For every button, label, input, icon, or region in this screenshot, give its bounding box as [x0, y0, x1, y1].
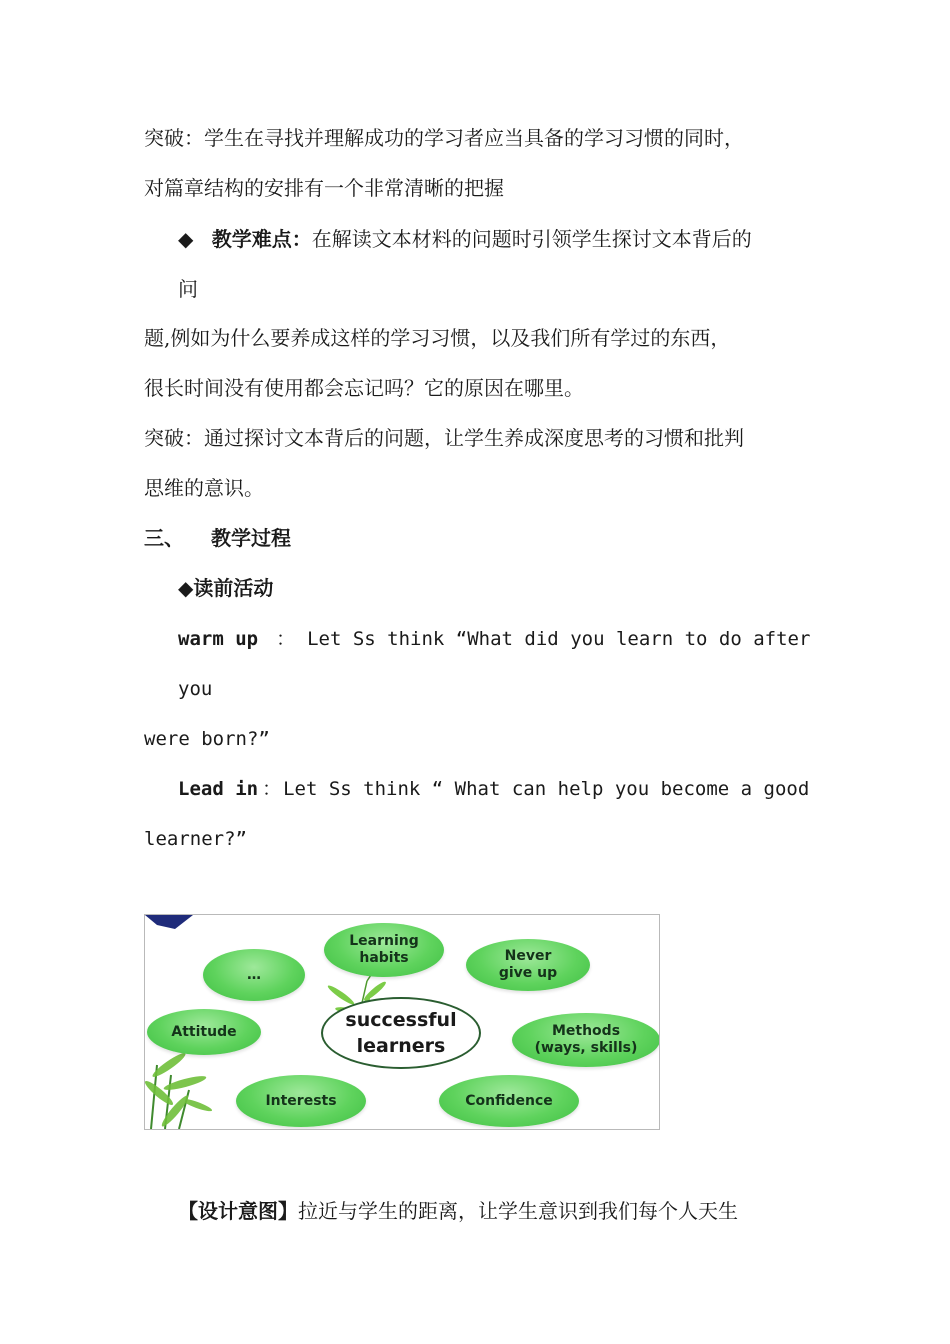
diamond-bullet-icon: ◆: [178, 227, 194, 251]
paragraph-text: 对篇章结构的安排有一个非常清晰的把握: [144, 176, 504, 200]
paragraph-text: 问: [178, 277, 198, 301]
bubble-never-give-up: Never give up: [466, 939, 590, 991]
bubble-confidence: Confidence: [439, 1075, 579, 1127]
warmup-line: [178, 625, 811, 653]
text-line: [178, 275, 198, 303]
bubble-interests: Interests: [236, 1075, 366, 1127]
text-line: [144, 174, 504, 202]
subsection-heading: [178, 574, 273, 602]
bubble-ellipsis: …: [203, 949, 305, 1001]
text-line: [144, 124, 806, 152]
bubble-attitude: Attitude: [147, 1009, 261, 1055]
leadin-line: [178, 775, 810, 803]
leadin-label: Lead in: [178, 778, 259, 800]
paragraph-text: 思维的意识。: [144, 476, 264, 500]
paragraph-text: 在解读文本材料的问题时引领学生探讨文本背后的: [311, 227, 752, 251]
section-heading: [144, 524, 291, 552]
bubble-learning-habits: Learning habits: [324, 923, 444, 977]
text-line: [144, 374, 584, 402]
paragraph-text: 很长时间没有使用都会忘记吗？它的原因在哪里。: [144, 376, 584, 400]
leadin-colon: ：: [262, 778, 282, 800]
warmup-text: Let Ss think “What did you learn to do after: [307, 628, 811, 650]
section-number: 三、: [144, 526, 184, 550]
difficulty-heading-line: [178, 225, 806, 253]
text-line: [178, 675, 212, 703]
leadin-text: learner?”: [144, 828, 247, 850]
text-line: [144, 474, 264, 502]
text-line: [144, 324, 730, 352]
section-title: 教学过程: [210, 526, 291, 550]
text-line: [144, 424, 744, 452]
text-line: [144, 725, 270, 753]
bamboo-leaves-icon: [145, 1050, 213, 1129]
bubble-methods: Methods (ways, skills): [512, 1013, 660, 1067]
paragraph-text: 题,例如为什么要养成这样的学习习惯，以及我们所有学过的东西，: [144, 326, 731, 350]
design-intent-label: 【设计意图】: [178, 1199, 298, 1223]
difficulty-label: 教学难点：: [211, 227, 312, 251]
warmup-colon: ：: [276, 628, 296, 650]
corner-shape-icon: [145, 915, 193, 929]
leadin-text: Let Ss think “ What can help you become a good: [283, 778, 810, 800]
warmup-text: were born?”: [144, 728, 270, 750]
paragraph-text: 突破：学生在寻找并理解成功的学习者应当具备的学习习惯的同时，: [144, 126, 744, 150]
text-line: [144, 825, 247, 853]
design-intent-line: [178, 1197, 806, 1225]
paragraph-text: 突破：通过探讨文本背后的问题，让学生养成深度思考的习惯和批判: [144, 426, 744, 450]
prereading-title: ◆读前活动: [178, 576, 274, 600]
warmup-label: warm up: [178, 628, 259, 650]
center-node: successful learners: [321, 997, 481, 1069]
mind-map-image: [144, 914, 660, 1130]
design-intent-text: 拉近与学生的距离，让学生意识到我们每个人天生: [298, 1199, 738, 1223]
warmup-text: you: [178, 678, 213, 700]
